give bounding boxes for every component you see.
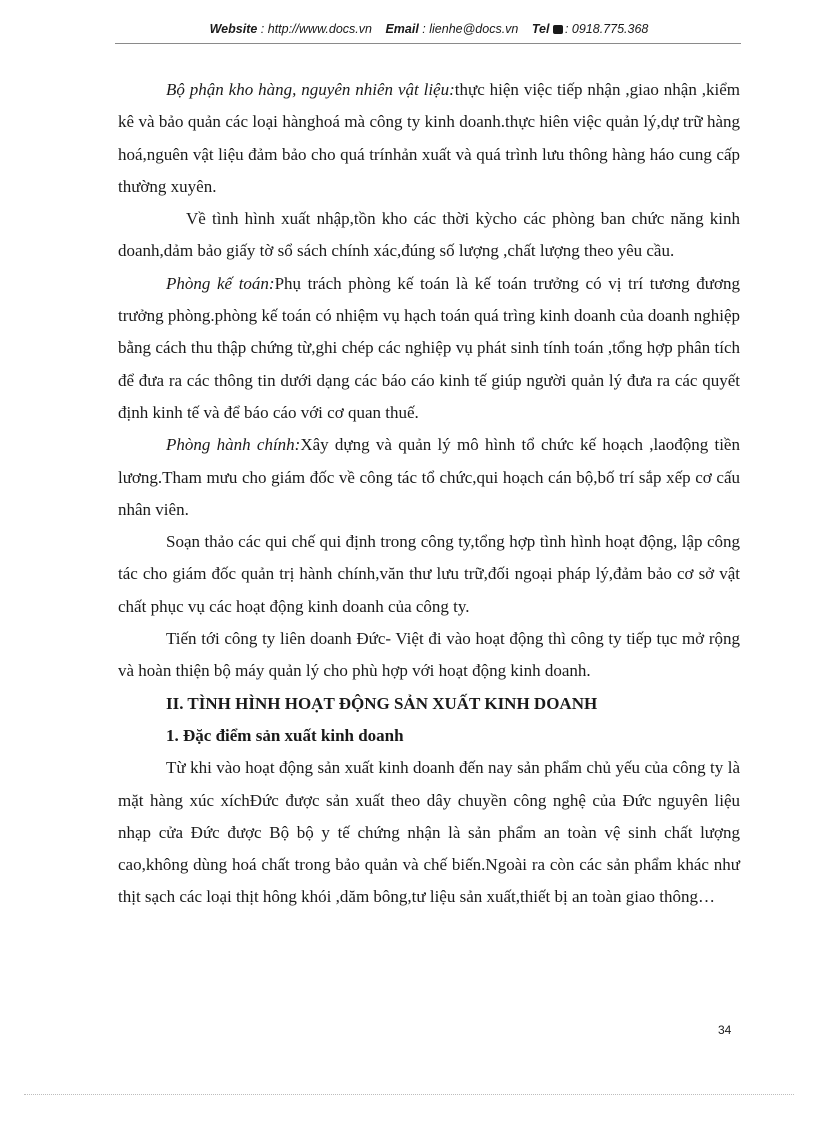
paragraph-regulations: Soạn thảo các qui chế qui định trong công ty,tổng hợp tình hình hoạt động, lập công tác cho giám đốc quản trị hành chính,văn thư lưu trữ,đối ngoại pháp lý,đảm bảo cơ sở vật chất phục vụ các hoạt động kinh doanh của công ty.: [118, 532, 740, 616]
paragraph-joint-venture: Tiến tới công ty liên doanh Đức- Việt đi vào hoạt động thì công ty tiếp tục mở rộng và hoàn thiện bộ máy quản lý cho phù hợp với hoạt động kinh doanh.: [118, 629, 740, 681]
paragraph-text: Xây dựng và quản lý mô hình tổ chức kế hoạch ,laođộng tiền lương.Tham mưu cho giám đốc về công tác tổ chức,qui hoạch cán bộ,bố trí sắp xếp cơ cấu nhân viên.: [118, 435, 740, 519]
paragraph-lead: Phòng hành chính:: [166, 435, 301, 455]
paragraph-administration: [118, 429, 740, 526]
page-number: 34: [718, 1023, 732, 1037]
paragraph-lead: Phòng kế toán:: [166, 273, 275, 293]
website-value: : http://www.docs.vn: [260, 22, 372, 36]
section-heading: II. TÌNH HÌNH HOẠT ĐỘNG SẢN XUẤT KINH DOANH: [166, 693, 598, 713]
tel-value: : 0918.775.368: [564, 22, 649, 36]
page-header: [115, 22, 743, 36]
website-label: Website: [209, 22, 258, 36]
paragraph-text: Phụ trách phòng kế toán là kế toán trưởng có vị trí tương đương trưởng phòng.phòng kế toán có nhiệm vụ hạch toán quá trìng kinh doanh của doanh nghiệp bằng cách thu thập chứng từ,ghi chép các nghiệp vụ phát sinh tính toán ,tổng hợp phân tích để đưa ra các thông tin dưới dạng các báo cáo kinh tế giúp người quản lý đưa ra các quyết định kinh tế và để báo cáo với cơ quan thuế.: [118, 273, 741, 422]
paragraph-warehouse: [118, 74, 740, 203]
paragraph-accounting: [118, 268, 740, 429]
header-divider: [115, 43, 741, 44]
phone-icon: [553, 25, 563, 34]
paragraph-lead: Bộ phận kho hàng, nguyên nhiên vật liệu:: [166, 80, 455, 99]
paragraph-products: Từ khi vào hoạt động sản xuất kinh doanh đến nay sản phẩm chủ yếu của công ty là mặt hàng xúc xíchĐức được sản xuất theo dây chuyền công nghệ của Đức nguyên liệu nhạp cửa Đức được Bộ bộ y tế chứng nhận là sản phẩm an toàn vệ sinh chất lượng cao,không dùng hoá chất trong bảo quản và chế biến.Ngoài ra còn các sản phẩm khác như thịt sạch các loại thịt hông khói ,dăm bông,tư liệu sản xuất,thiết bị an toàn giao thông…: [118, 758, 740, 907]
tel-label: Tel: [531, 22, 550, 36]
paragraph-inventory: Về tình hình xuất nhập,tồn kho các thời kỳcho các phòng ban chức năng kinh doanh,dảm bảo giấy tờ sổ sách chính xác,đúng số lượng ,chất lượng theo yêu cầu.: [118, 209, 740, 261]
page-bottom-border: [24, 1094, 794, 1095]
email-label: Email: [385, 22, 419, 36]
document-body: [118, 74, 740, 914]
email-value: : lienhe@docs.vn: [422, 22, 519, 36]
subsection-heading: 1. Đặc điểm sản xuất kinh doanh: [166, 725, 404, 745]
paragraph-text: thực hiện việc tiếp nhận ,giao nhận ,kiểm kê và bảo quản các loại hànghoá mà công ty kinh doanh.thực hiên việc quản lý,dự trữ hàng hoá,nguên vật liệu đảm bảo cho quá trínhản xuất và quá trình lưu thông hàng háo cung cấp thường xuyên.: [118, 80, 740, 196]
